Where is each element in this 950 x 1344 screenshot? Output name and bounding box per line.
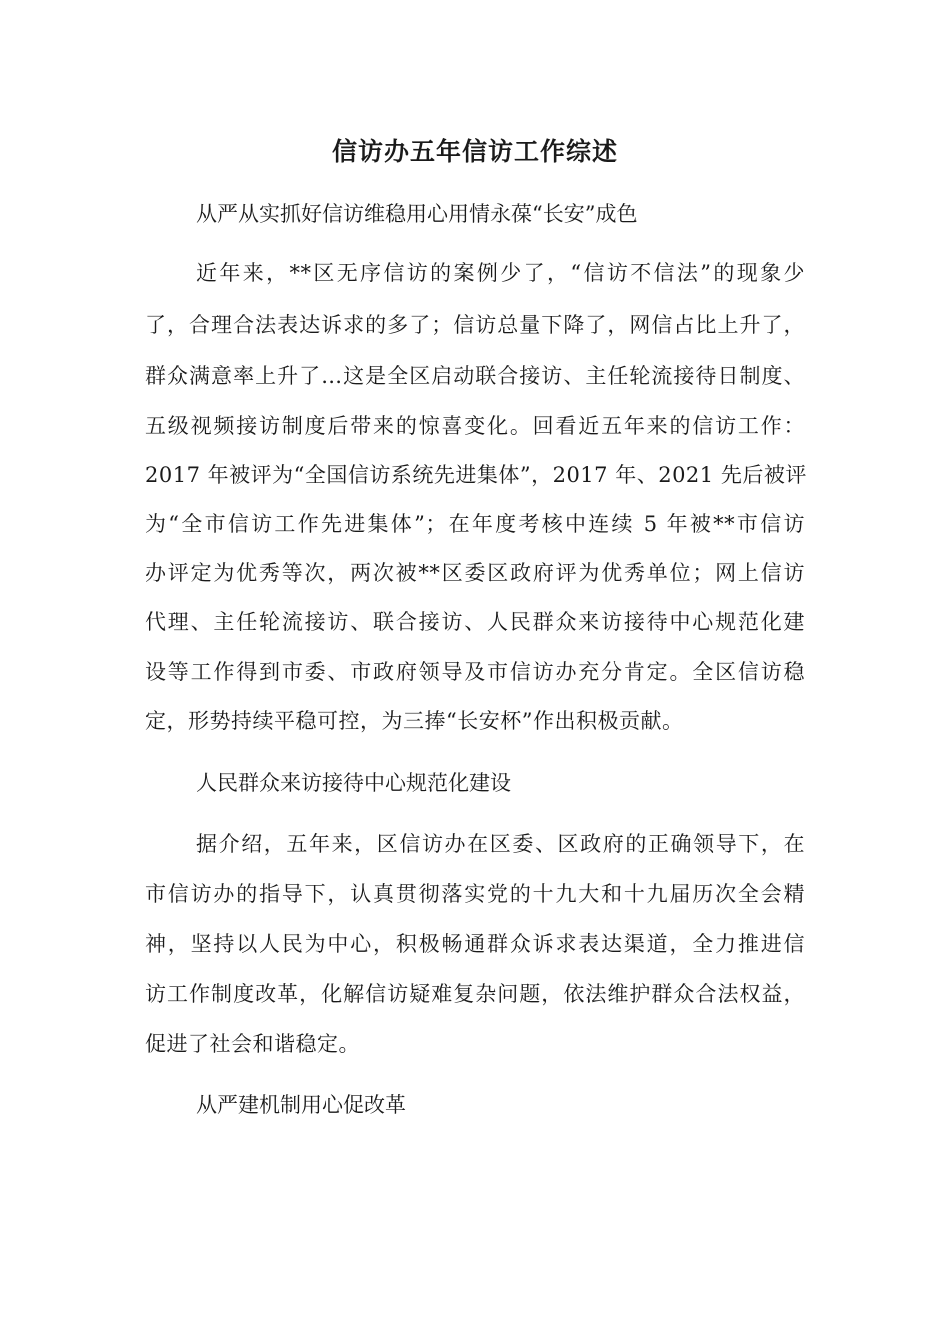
paragraph-line: 办评定为优秀等次，两次被**区委区政府评为优秀单位；网上信访 [145,561,805,585]
paragraph-line: 五级视频接访制度后带来的惊喜变化。回看近五年来的信访工作： [145,414,805,438]
paragraph-line: 群众满意率上升了…这是全区启动联合接访、主任轮流接待日制度、 [145,364,805,388]
paragraph-line: 定，形势持续平稳可控，为三捧“长安杯”作出积极贡献。 [145,709,684,733]
paragraph-line: 促进了社会和谐稳定。 [145,1032,360,1056]
paragraph-line: 神，坚持以人民为中心，积极畅通群众诉求表达渠道，全力推进信 [145,932,805,956]
section-heading: 人民群众来访接待中心规范化建设 [196,771,511,795]
paragraph-line: 了，合理合法表达诉求的多了；信访总量下降了，网信占比上升了， [145,313,805,337]
document-title: 信访办五年信访工作综述 [331,137,618,166]
paragraph-line: 据介绍，五年来，区信访办在区委、区政府的正确领导下，在 [196,832,805,856]
paragraph-line: 访工作制度改革，化解信访疑难复杂问题，依法维护群众合法权益， [145,982,805,1006]
paragraph-line: 代理、主任轮流接访、联合接访、人民群众来访接待中心规范化建 [145,610,805,634]
paragraph-line: 市信访办的指导下，认真贯彻落实党的十九大和十九届历次全会精 [145,882,805,906]
paragraph-line: 为“全市信访工作先进集体”；在年度考核中连续 5 年被**市信访 [145,512,805,536]
paragraph-line: 设等工作得到市委、市政府领导及市信访办充分肯定。全区信访稳 [145,660,805,684]
paragraph-line: 2017 年被评为“全国信访系统先进集体”，2017 年、2021 先后被评 [145,463,807,487]
paragraph-line: 近年来，**区无序信访的案例少了，“信访不信法”的现象少 [196,261,805,285]
subtitle-heading: 从严从实抓好信访维稳用心用情永葆“长安”成色 [196,202,638,226]
section-heading: 从严建机制用心促改革 [196,1093,406,1117]
